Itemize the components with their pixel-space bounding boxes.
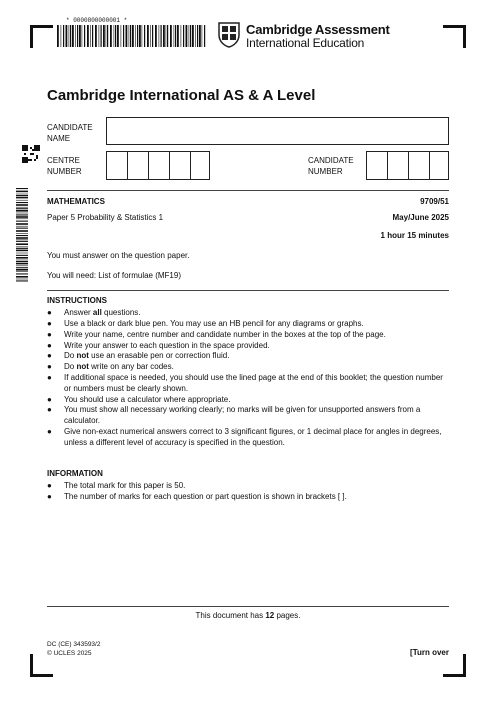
crop-mark-top-left — [30, 25, 53, 48]
bullet-icon: ● — [47, 427, 52, 436]
centre-number-field[interactable] — [106, 151, 210, 180]
centre-number-label: CENTRE NUMBER — [47, 156, 82, 176]
bullet-icon: ● — [47, 405, 52, 414]
instruction-text: Use a black or dark blue pen. You may use an HB pencil for any diagrams or graphs. — [64, 319, 364, 328]
bullet-icon: ● — [47, 362, 52, 371]
crop-mark-bottom-left — [30, 654, 53, 677]
barcode-number: * 0000800000001 * — [66, 17, 128, 24]
instruction-text: You should use a calculator where appropriate. — [64, 395, 231, 404]
brand-subname: International Education — [246, 36, 365, 50]
page-title: Cambridge International AS & A Level — [47, 87, 316, 104]
crop-mark-bottom-right — [443, 654, 466, 677]
copyright: © UCLES 2025 — [47, 650, 92, 657]
page-count: This document has 12 pages. — [195, 611, 301, 620]
brand-name: Cambridge Assessment — [246, 22, 390, 37]
exam-session: May/June 2025 — [392, 213, 449, 222]
instruction-text: Answer all questions. — [64, 308, 141, 317]
instructions-heading: INSTRUCTIONS — [47, 296, 107, 305]
crop-mark-top-right — [443, 25, 466, 48]
candidate-name-label: CANDIDATE NAME — [47, 123, 93, 143]
instruction-text: Give non-exact numerical answers correct to 3 significant figures, or 1 decimal place for angles in degrees, unless a different level of accuracy is specified in the question. — [64, 427, 442, 447]
answer-note: You must answer on the question paper. — [47, 251, 190, 260]
bullet-icon: ● — [47, 330, 52, 339]
bullet-icon: ● — [47, 341, 52, 350]
bullet-icon: ● — [47, 351, 52, 360]
candidate-number-label: CANDIDATE NUMBER — [308, 156, 354, 176]
instruction-text: Write your name, centre number and candidate number in the boxes at the top of the page. — [64, 330, 386, 339]
candidate-name-field[interactable] — [106, 117, 449, 145]
document-code: DC (CE) 343593/2 — [47, 641, 101, 648]
qr-code-icon — [22, 145, 40, 163]
side-barcode — [16, 188, 28, 283]
bullet-icon: ● — [47, 395, 52, 404]
bullet-icon: ● — [47, 308, 52, 317]
bullet-icon: ● — [47, 481, 52, 490]
divider — [47, 290, 449, 291]
instruction-text: Do not use an erasable pen or correction fluid. — [64, 351, 230, 360]
divider — [47, 606, 449, 607]
bullet-icon: ● — [47, 319, 52, 328]
information-text: The number of marks for each question or part question is shown in brackets [ ]. — [64, 492, 347, 501]
cambridge-shield-icon — [218, 22, 240, 48]
information-text: The total mark for this paper is 50. — [64, 481, 186, 490]
instruction-text: You must show all necessary working clearly; no marks will be given for unsupported answers from a calculator. — [64, 405, 421, 425]
instruction-text: Write your answer to each question in the space provided. — [64, 341, 270, 350]
divider — [47, 190, 449, 191]
turn-over: [Turn over — [410, 648, 449, 657]
bullet-icon: ● — [47, 492, 52, 501]
paper-name: Paper 5 Probability & Statistics 1 — [47, 213, 164, 222]
instruction-text: If additional space is needed, you should use the lined page at the end of this booklet; the question number or numbers must be clearly shown. — [64, 373, 443, 393]
candidate-number-field[interactable] — [366, 151, 449, 180]
top-barcode — [57, 25, 207, 47]
information-heading: INFORMATION — [47, 469, 103, 478]
exam-duration: 1 hour 15 minutes — [380, 231, 449, 240]
subject: MATHEMATICS — [47, 197, 105, 206]
paper-code: 9709/51 — [420, 197, 449, 206]
bullet-icon: ● — [47, 373, 52, 382]
need-note: You will need: List of formulae (MF19) — [47, 271, 181, 280]
instruction-text: Do not write on any bar codes. — [64, 362, 174, 371]
